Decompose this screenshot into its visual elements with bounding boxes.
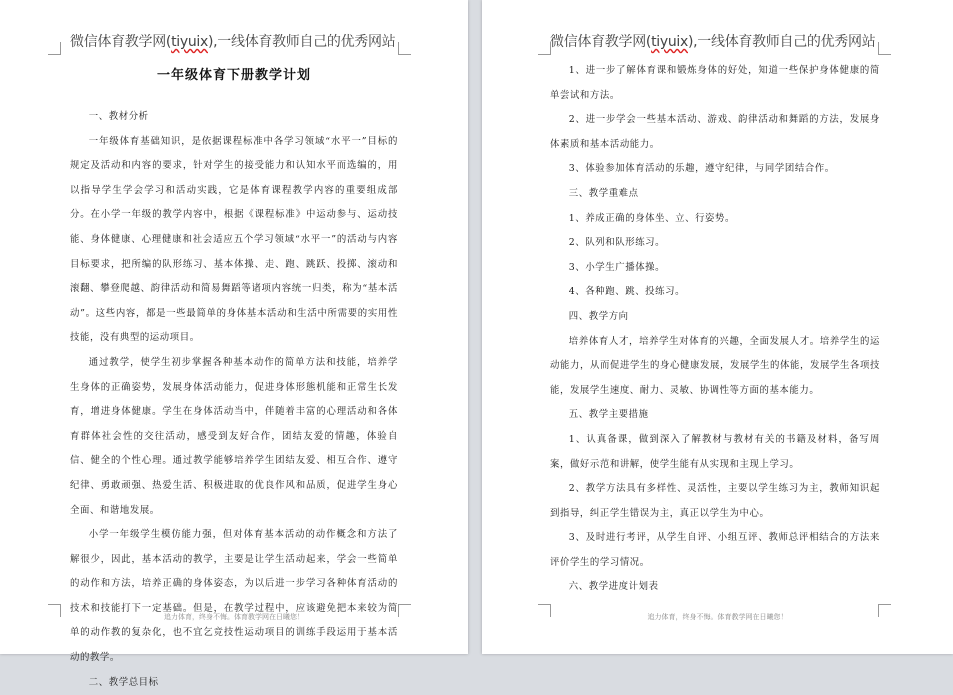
header-code: tiyuix bbox=[171, 34, 208, 50]
header-prefix: 微信体育教学网( bbox=[550, 34, 652, 50]
section-heading: 二、教学总目标 bbox=[88, 676, 159, 688]
document-title: 一年级体育下册教学计划 bbox=[156, 68, 311, 83]
page-1-body bbox=[70, 105, 398, 695]
section-heading: 四、教学方向 bbox=[568, 310, 629, 322]
page-header bbox=[70, 31, 395, 51]
section-heading: 一、教材分析 bbox=[88, 111, 149, 122]
section-heading: 六、教学进度计划表 bbox=[568, 581, 659, 593]
document-page-2 bbox=[482, 0, 953, 654]
paragraph: 培养体育人才，培养学生对体育的兴趣，全面发展人才。培养学生的运动能力，从而促进学生的身心健康发展，发展学生的体能，发展学生各项技能，发展学生速度、耐力、灵敏、协调性等方面的基本能力。 bbox=[550, 335, 880, 396]
list-item: 2、队列和队形练习。 bbox=[568, 237, 666, 249]
page-corner-mark bbox=[48, 42, 61, 55]
list-item: 4、各种跑、跳、投练习。 bbox=[568, 286, 686, 298]
list-paragraph: 1、进一步了解体育课和锻炼身体的好处，知道一些保护身体健康的简单尝试和方法。 bbox=[550, 65, 880, 101]
list-paragraph: 2、进一步学会一些基本活动、游戏、韵律活动和舞蹈的方法，发展身体素质和基本活动能力。 bbox=[550, 114, 880, 150]
page-corner-mark bbox=[398, 42, 411, 55]
list-paragraph: 3、及时进行考评，从学生自评、小组互评、教师总评相结合的方法来评价学生的学习情况。 bbox=[550, 532, 880, 568]
list-paragraph: 2、教学方法具有多样性、灵活性，主要以学生练习为主，教师知识起到指导，纠正学生错误为主，真正以学生为中心。 bbox=[550, 483, 880, 519]
paragraph: 通过教学，使学生初步掌握各种基本动作的简单方法和技能，培养学生身体的正确姿势，发展身体活动能力，促进身体形態机能和正常生长发育，增进身体健康。学生在身体活动当中，伴随着丰富的心理活动和各体育群体社会性的交往活动，感受到友好合作，团结友爱的情趣，体验自信、健全的个性心理。通过教学能够培养学生团结友爱、相互合作、遵守纪律、勇敢顽强、热爱生活、积极进取的优良作风和品质，促进学生身心全面、和谐地发展。 bbox=[70, 356, 398, 516]
header-suffix: ),一线体育教师自己的优秀网站 bbox=[687, 34, 876, 50]
header-prefix: 微信体育教学网( bbox=[70, 34, 172, 50]
paragraph: 小学一年级学生模仿能力强，但对体育基本活动的动作概念和方法了解很少，因此，基本活动的教学，主要是让学生活动起来，学会一些简单的动作和方法，培养正确的身体姿态，为以后进一步学习各种体育活动的技术和技能打下一定基础。但是，在教学过程中，应该避免把本来较为简单的动作教的复杂化，也不宜乞竞技性运动项目的训练手段运用于基本活动的教学。 bbox=[70, 529, 398, 664]
page-footer: 追力体育，终身不悔。体育教学网在日曦您！ bbox=[647, 613, 788, 621]
section-heading: 五、教学主要措施 bbox=[568, 409, 649, 421]
page-corner-mark bbox=[878, 42, 891, 55]
paragraph: 一年级体育基础知识，是依据课程标准中各学习领域“水平一”目标的规定及活动和内容的要求，针对学生的接受能力和认知水平而选编的，用以指导学生学会学习和活动实践，它是体育课程教学内容的重要组成部分。在小学一年级的教学内容中，根据《课程标准》中运动参与、运动技能、身体健康、心理健康和社会适应五个学习领域“水平一”的活动与内容目标要求，把所编的队形练习、基本体操、走、跑、跳跃、投掷、滚动和滚翻、攀登爬越、韵律活动和简易舞蹈等诸项内容统一归类，称为“基本活动”。这些内容，都是一些最简单的身体基本活动和生活中所需要的实用性技能，没有典型的运动项目。 bbox=[70, 135, 398, 344]
page-2-body bbox=[550, 59, 880, 600]
header-suffix: ),一线体育教师自己的优秀网站 bbox=[207, 34, 396, 50]
section-heading: 三、教学重难点 bbox=[568, 187, 639, 199]
list-paragraph: 1、认真备课，做到深入了解教材与教材有关的书籍及材料，备写周案，做好示范和讲解，使学生能有从实现和主现上学习。 bbox=[550, 433, 880, 470]
header-code: tiyuix bbox=[651, 34, 688, 50]
document-page-1 bbox=[0, 0, 468, 688]
page-header bbox=[550, 31, 875, 51]
list-item: 3、小学生广播体操。 bbox=[568, 261, 666, 273]
list-paragraph: 3、体验参加体育活动的乐趣，遵守纪律，与同学团结合作。 bbox=[568, 163, 835, 175]
page-footer: 追力体育，终身不悔。体育教学网在日曦您！ bbox=[164, 613, 304, 621]
list-item: 1、养成正确的身体坐、立、行姿势。 bbox=[568, 212, 735, 224]
